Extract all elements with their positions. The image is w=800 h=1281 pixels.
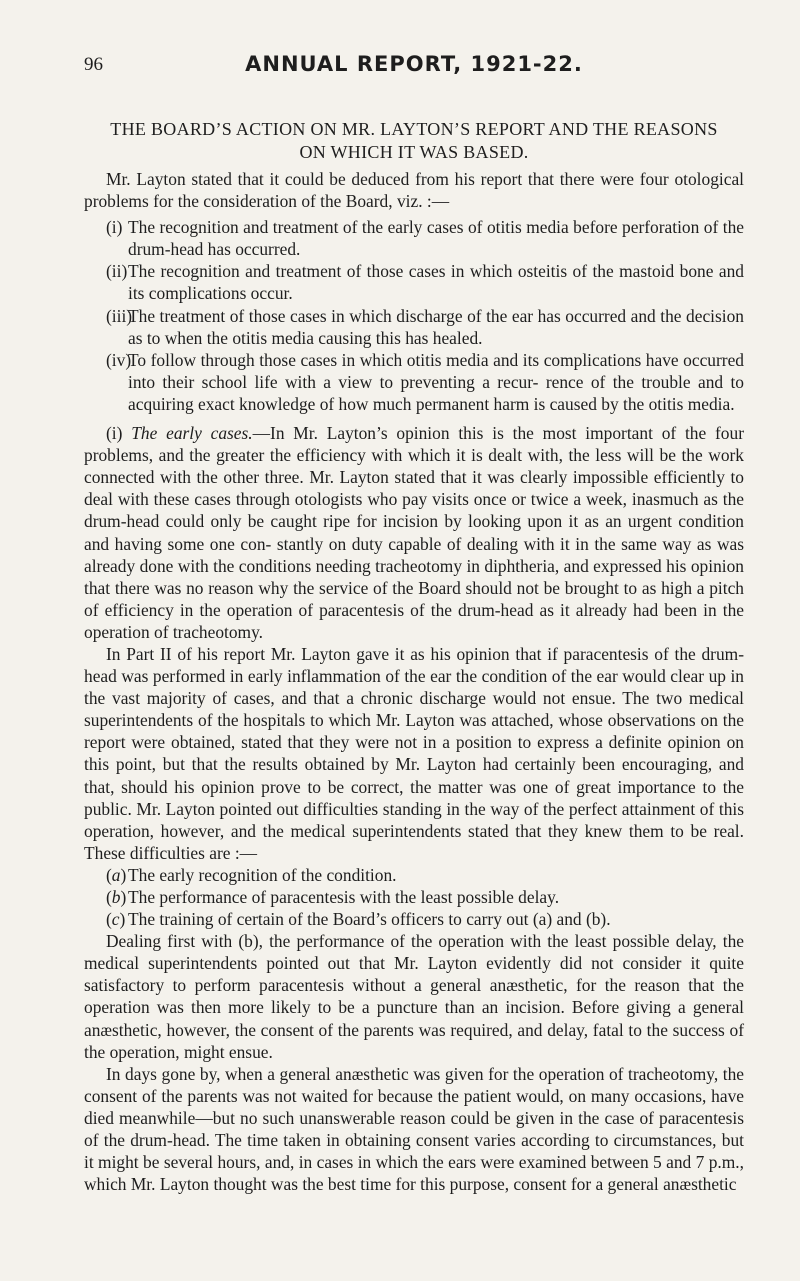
problem-marker: (iv) xyxy=(106,349,132,370)
early-cases-paragraph xyxy=(84,422,744,643)
page-number: 96 xyxy=(84,54,103,75)
problem-text: The recognition and treatment of the early cases of otitis media before perforation of the drum-head has occurred. xyxy=(128,217,744,260)
problem-text: To follow through those cases in which otitis media and its complications have occurred into their school life with a view to preventing a recur- rence of the trouble and to acquiring exact knowledge of how much permanent harm is caused by the otitis media. xyxy=(128,349,744,414)
difficulty-text: The early recognition of the condition. xyxy=(128,864,397,885)
difficulty-text: The performance of paracentesis with the least possible delay. xyxy=(128,887,560,907)
problem-marker: (iii) xyxy=(106,305,133,326)
difficulty-marker: (b) xyxy=(106,887,127,907)
problem-text: The treatment of those cases in which discharge of the ear has occurred and the decision as to when the otitis media causing this has healed. xyxy=(128,305,744,348)
problem-item xyxy=(84,260,744,304)
section-title-line-1: THE BOARD’S ACTION ON MR. LAYTON’S REPORT AND THE REASONS xyxy=(110,119,718,139)
problem-text: The recognition and treatment of those cases in which osteitis of the mastoid bone and its complications occur. xyxy=(128,261,744,304)
problem-item xyxy=(84,216,744,260)
days-gone-by-paragraph: In days gone by, when a general anæsthetic was given for the operation of tracheotomy, the consent of the parents was not waited for because the patient would, on many occasions, have died meanwhile—but no such unanswerable reason could be given in the case of paracentesis of the drum-head. The time taken in obtaining consent varies according to circumstances, but it might be several hours, and, in cases in which the ears were examined between 5 and 7 p.m., which Mr. Layton thought was the best time for this purpose, consent for a general anæsthetic xyxy=(84,1063,744,1195)
early-cases-text: —In Mr. Layton’s opinion this is the most important of the four problems, and the greater the efficiency with which it is dealt with, the less will be the work connected with the other three. Mr. Layton stated that it was clearly impossible efficiently to deal with these cases through otologists who pay visits once or twice a week, inasmuch as the drum-head could only be caught ripe for incision by looking upon it as an urgent condition and having some one con- stantly on duty capable of dealing with it in the same way as was already done with the conditions needing tracheotomy in diphtheria, and expressed his opinion that there was no reason why the service of the Board should not be brought to as high a pitch of efficiency in the operation of paracentesis of the drum-head as it already had been in the operation of tracheotomy. xyxy=(84,423,744,642)
early-cases-heading: The early cases. xyxy=(131,423,253,444)
body-text xyxy=(84,168,744,1195)
intro-paragraph: Mr. Layton stated that it could be deduced from his report that there were four otological problems for the consideration of the Board, viz. :— xyxy=(84,169,744,212)
difficulty-item xyxy=(84,864,744,886)
problem-item xyxy=(84,305,744,349)
problem-marker: (i) xyxy=(106,217,123,238)
difficulty-marker: (c) xyxy=(106,909,126,930)
part-two-paragraph: In Part II of his report Mr. Layton gave it as his opinion that if paracentesis of the drum-head was performed in early inflammation of the ear the condition of the ear would clear up in the vast majority of cases, and that a chronic discharge would not ensue. The two medical superintendents of the hospitals to which Mr. Layton was attached, whose observations on the report were obtained, stated that they were not in a position to express a definite opinion on this point, but that the results obtained by Mr. Layton had certainly been encouraging, and that, should his opinion prove to be correct, the matter was one of great importance to the public. Mr. Layton pointed out difficulties standing in the way of the perfect attainment of this operation, however, and the medical superintendents stated that they knew them to be real. These difficulties are :— xyxy=(84,643,744,863)
difficulty-item xyxy=(84,908,744,930)
difficulty-item xyxy=(84,886,744,908)
page-header xyxy=(84,54,744,82)
difficulty-marker: (a) xyxy=(106,864,127,885)
dealing-first-paragraph: Dealing first with (b), the performance of the operation with the least possible delay, the medical superintendents pointed out that Mr. Layton evidently did not consider it quite satisfactory to perform paracentesis without a general anæsthetic, for the reason that the operation was then more likely to be a puncture than an incision. Before giving a general anæsthetic, however, the consent of the parents was required, and delay, fatal to the success of the operation, might ensue. xyxy=(84,931,744,1062)
section-title-line-2: ON WHICH IT WAS BASED. xyxy=(299,142,529,162)
running-head: ANNUAL REPORT, 1921-22. xyxy=(245,52,583,76)
problem-marker: (ii) xyxy=(106,261,128,282)
section-title xyxy=(84,118,744,164)
difficulty-text: The training of certain of the Board’s officers to carry out (a) and (b). xyxy=(128,909,611,930)
problem-item xyxy=(84,349,744,415)
early-cases-marker: (i) xyxy=(106,423,123,444)
